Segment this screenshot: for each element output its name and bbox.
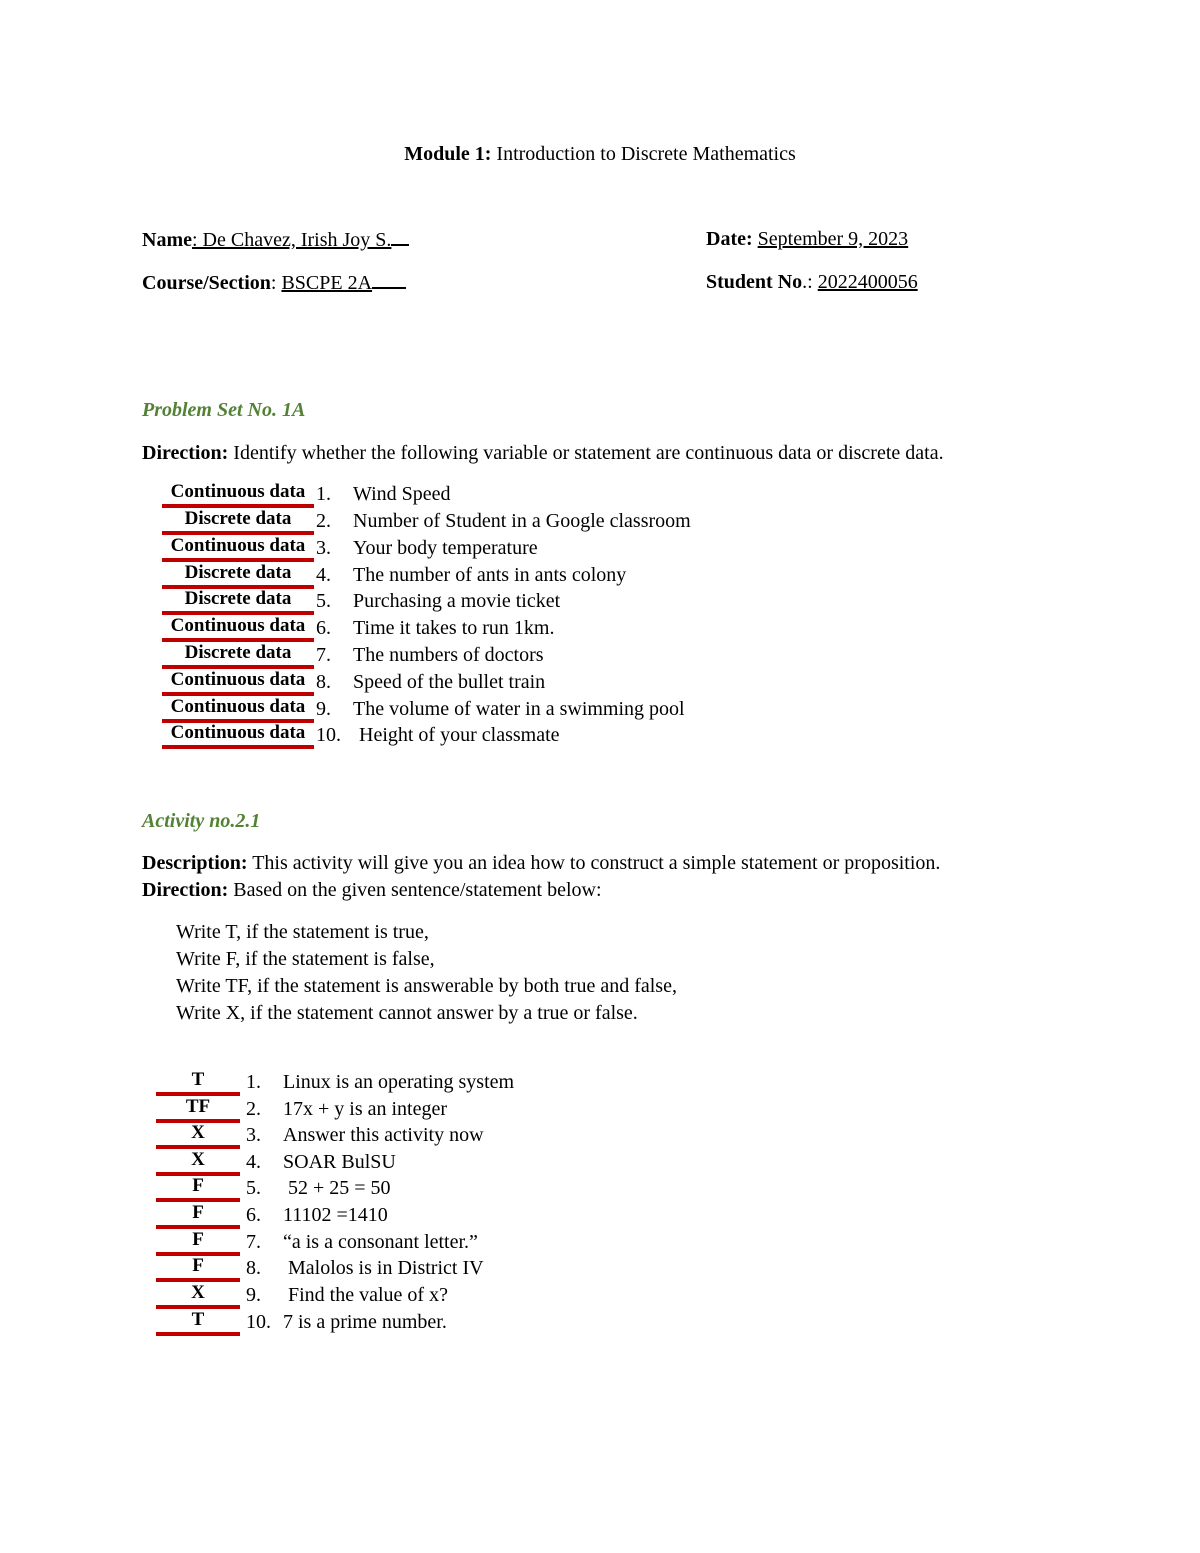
problem-set-direction	[142, 440, 944, 466]
item-number: 8.	[246, 1257, 261, 1279]
item-text: 52 + 25 = 50	[283, 1177, 391, 1199]
answer-blank: Continuous data	[162, 722, 314, 749]
item-text: Answer this activity now	[283, 1124, 484, 1146]
item-text: The number of ants in ants colony	[353, 564, 627, 586]
module-label: Module 1:	[404, 143, 492, 165]
item-number: 2.	[316, 510, 331, 532]
answer-blank: Continuous data	[162, 696, 314, 723]
rule-line: Write T, if the statement is true,	[176, 921, 429, 943]
course-label: Course/Section	[142, 272, 271, 294]
item-text: Linux is an operating system	[283, 1071, 515, 1093]
item-text: Malolos is in District IV	[283, 1257, 484, 1279]
answer-blank: F	[156, 1229, 240, 1256]
student-no-label: Student No	[706, 271, 803, 293]
activity-direction-label: Direction:	[142, 879, 229, 901]
answer-blank: Continuous data	[162, 615, 314, 642]
activity-description	[142, 850, 940, 876]
item-number: 9.	[246, 1284, 261, 1306]
date-field	[706, 226, 908, 252]
item-text: Time it takes to run 1km.	[353, 617, 555, 639]
answer-blank: X	[156, 1122, 240, 1149]
module-title-text: Introduction to Discrete Mathematics	[496, 143, 796, 165]
answer-blank: F	[156, 1175, 240, 1202]
item-number: 5.	[246, 1177, 261, 1199]
answer-blank: F	[156, 1202, 240, 1229]
student-no-colon: .:	[802, 271, 818, 293]
item-number: 4.	[316, 564, 331, 586]
direction-text: Identify whether the following variable or statement are continuous data or discrete data.	[233, 442, 944, 464]
answer-blank: Continuous data	[162, 481, 314, 508]
item-number: 1.	[316, 483, 331, 505]
name-field	[142, 226, 409, 253]
description-label: Description:	[142, 852, 248, 874]
date-value: September 9, 2023	[757, 228, 909, 250]
answer-blank: F	[156, 1255, 240, 1282]
date-label: Date:	[706, 228, 753, 250]
item-number: 10.	[316, 724, 341, 746]
item-number: 3.	[246, 1124, 261, 1146]
item-number: 1.	[246, 1071, 261, 1093]
item-text: SOAR BulSU	[283, 1151, 396, 1173]
course-value: BSCPE 2A	[281, 272, 373, 294]
answer-blank: X	[156, 1149, 240, 1176]
item-number: 4.	[246, 1151, 261, 1173]
name-label: Name	[142, 229, 192, 251]
problem-set-heading: Problem Set No. 1A	[142, 399, 306, 421]
answer-blank: Continuous data	[162, 535, 314, 562]
item-text: Height of your classmate	[359, 724, 560, 746]
item-text: Wind Speed	[353, 483, 451, 505]
item-number: 6.	[316, 617, 331, 639]
answer-blank: T	[156, 1069, 240, 1096]
answer-blank: Discrete data	[162, 588, 314, 615]
item-number: 2.	[246, 1098, 261, 1120]
item-number: 9.	[316, 698, 331, 720]
course-field	[142, 269, 406, 296]
activity-direction-text: Based on the given sentence/statement below:	[233, 879, 602, 901]
item-text: “a is a consonant letter.”	[283, 1231, 478, 1253]
item-text: The numbers of doctors	[353, 644, 544, 666]
activity-direction	[142, 877, 602, 903]
answer-blank: Discrete data	[162, 562, 314, 589]
item-text: Speed of the bullet train	[353, 671, 546, 693]
module-title	[0, 141, 1200, 167]
item-number: 7.	[316, 644, 331, 666]
answer-blank: Discrete data	[162, 642, 314, 669]
description-text: This activity will give you an idea how to construct a simple statement or proposition.	[252, 852, 941, 874]
answer-blank: X	[156, 1282, 240, 1309]
name-value: : De Chavez, Irish Joy S.	[191, 229, 392, 251]
item-text: Number of Student in a Google classroom	[353, 510, 691, 532]
answer-blank: Continuous data	[162, 669, 314, 696]
item-text: 11102 =1410	[283, 1204, 388, 1226]
rule-line: Write F, if the statement is false,	[176, 948, 435, 970]
item-number: 7.	[246, 1231, 261, 1253]
item-text: Purchasing a movie ticket	[353, 590, 561, 612]
rule-line: Write X, if the statement cannot answer by a true or false.	[176, 1002, 638, 1024]
course-colon: :	[270, 272, 282, 294]
item-text: 17x + y is an integer	[283, 1098, 448, 1120]
rule-line: Write TF, if the statement is answerable by both true and false,	[176, 975, 677, 997]
item-number: 6.	[246, 1204, 261, 1226]
course-underline	[372, 269, 406, 289]
item-number: 10.	[246, 1311, 271, 1333]
item-number: 5.	[316, 590, 331, 612]
answer-blank: Discrete data	[162, 508, 314, 535]
student-no-value: 2022400056	[817, 271, 918, 293]
item-text: The volume of water in a swimming pool	[353, 698, 685, 720]
direction-label: Direction:	[142, 442, 229, 464]
item-text: Your body temperature	[353, 537, 538, 559]
name-underline	[391, 226, 409, 246]
student-no-field	[706, 269, 918, 295]
item-text: Find the value of x?	[283, 1284, 448, 1306]
item-number: 8.	[316, 671, 331, 693]
activity-heading: Activity no.2.1	[142, 810, 261, 832]
item-number: 3.	[316, 537, 331, 559]
answer-blank: TF	[156, 1096, 240, 1123]
item-text: 7 is a prime number.	[283, 1311, 447, 1333]
answer-blank: T	[156, 1309, 240, 1336]
